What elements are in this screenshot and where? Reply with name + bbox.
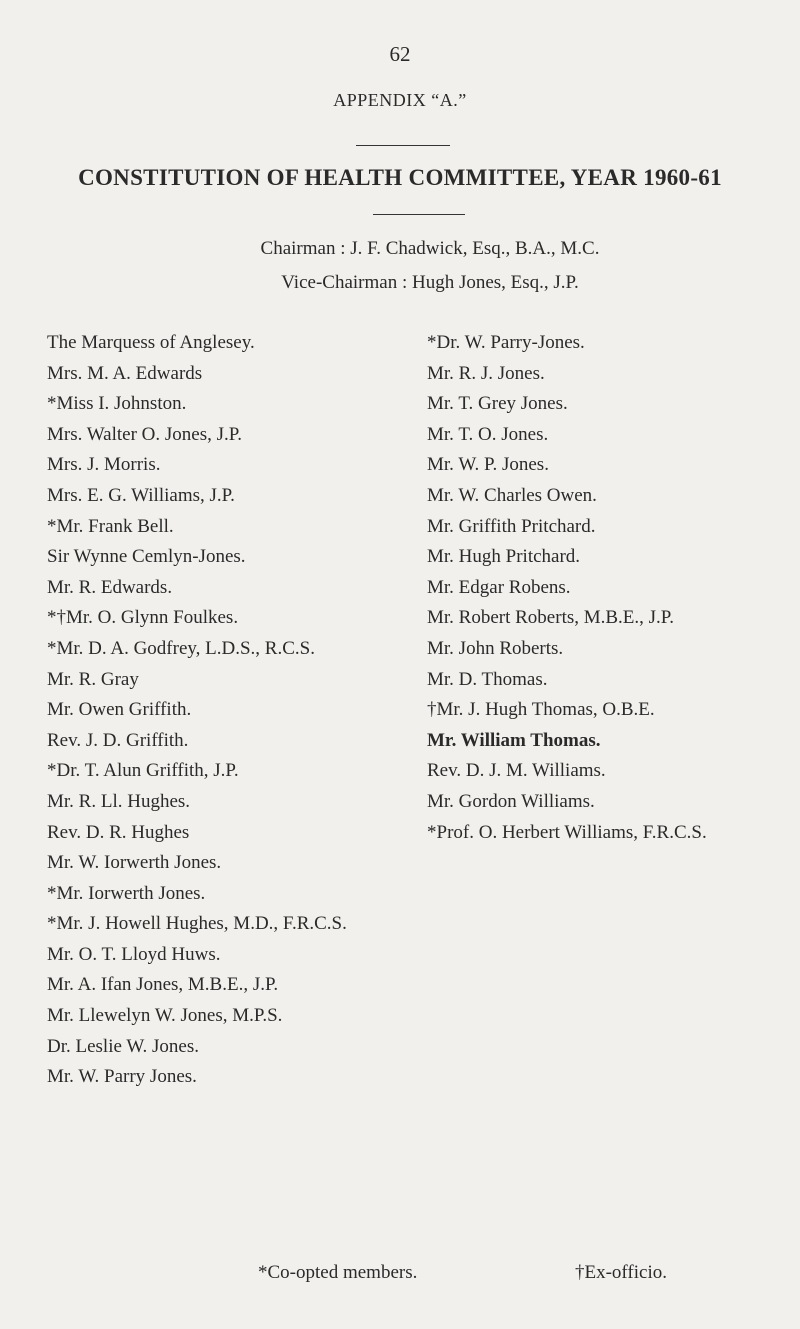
member-name: *†Mr. O. Glynn Foulkes. [47, 607, 239, 629]
divider-bottom [373, 214, 465, 215]
divider-top [356, 145, 450, 146]
member-name: Mr. W. Charles Owen. [427, 484, 597, 506]
member-name: Rev. J. D. Griffith. [47, 729, 189, 751]
member-name: Mrs. Walter O. Jones, J.P. [47, 423, 242, 445]
member-name: Mr. Griffith Pritchard. [427, 515, 596, 537]
chairman-line: Chairman : J. F. Chadwick, Esq., B.A., M.C. [260, 238, 600, 259]
member-name: *Prof. O. Herbert Williams, F.R.C.S. [427, 821, 707, 843]
member-name: Mr. Edgar Robens. [427, 576, 571, 598]
member-name: Mr. D. Thomas. [427, 668, 548, 690]
page-number: 62 [389, 42, 411, 66]
member-name: Mr. W. Parry Jones. [47, 1066, 197, 1088]
member-name: Rev. D. J. M. Williams. [427, 760, 606, 782]
footnote-co-opted: *Co-opted members. [258, 1262, 418, 1283]
member-name: Mr. W. P. Jones. [427, 454, 549, 476]
member-name: Mr. Robert Roberts, M.B.E., J.P. [427, 607, 675, 629]
footnote-ex-officio: †Ex-officio. [575, 1262, 667, 1283]
member-name: Dr. Leslie W. Jones. [47, 1035, 199, 1057]
member-name: Mr. Owen Griffith. [47, 699, 192, 721]
member-name: Rev. D. R. Hughes [47, 821, 190, 843]
member-name: Mr. T. Grey Jones. [427, 393, 568, 415]
member-name: *Mr. J. Howell Hughes, M.D., F.R.C.S. [47, 913, 347, 935]
member-name: Mr. W. Iorwerth Jones. [47, 852, 222, 874]
member-name: Mr. John Roberts. [427, 637, 564, 659]
member-name: Mrs. M. A. Edwards [47, 362, 203, 384]
member-name: Mr. R. Ll. Hughes. [47, 790, 191, 812]
member-name: *Dr. T. Alun Griffith, J.P. [47, 760, 239, 782]
member-name: *Miss I. Johnston. [47, 393, 187, 415]
member-name: Mr. O. T. Lloyd Huws. [47, 943, 221, 965]
member-name: Mr. Llewelyn W. Jones, M.P.S. [47, 1005, 283, 1027]
member-name: †Mr. J. Hugh Thomas, O.B.E. [427, 699, 655, 721]
member-name: Mr. R. Edwards. [47, 576, 173, 598]
member-name: Mrs. E. G. Williams, J.P. [47, 484, 235, 506]
member-name: Mr. Gordon Williams. [427, 790, 595, 812]
member-name: Mrs. J. Morris. [47, 454, 161, 476]
member-name: Sir Wynne Cemlyn-Jones. [47, 546, 246, 568]
member-name: Mr. R. J. Jones. [427, 362, 545, 384]
member-name: *Mr. D. A. Godfrey, L.D.S., R.C.S. [47, 637, 315, 659]
vice-chairman-line: Vice-Chairman : Hugh Jones, Esq., J.P. [281, 272, 579, 293]
member-name: Mr. T. O. Jones. [427, 423, 549, 445]
member-name: Mr. A. Ifan Jones, M.B.E., J.P. [47, 974, 279, 996]
member-name: The Marquess of Anglesey. [47, 332, 255, 353]
members-right-column [427, 328, 707, 848]
member-name: Mr. William Thomas. [427, 729, 601, 751]
member-name: Mr. R. Gray [47, 668, 139, 690]
member-name: *Mr. Frank Bell. [47, 515, 174, 537]
member-name: *Dr. W. Parry-Jones. [427, 332, 585, 353]
appendix-heading: APPENDIX “A.” [333, 90, 467, 110]
document-title: CONSTITUTION OF HEALTH COMMITTEE, YEAR 1960-61 [78, 165, 722, 190]
members-left-column [47, 328, 347, 1093]
member-name: Mr. Hugh Pritchard. [427, 546, 581, 568]
member-name: *Mr. Iorwerth Jones. [47, 882, 206, 904]
